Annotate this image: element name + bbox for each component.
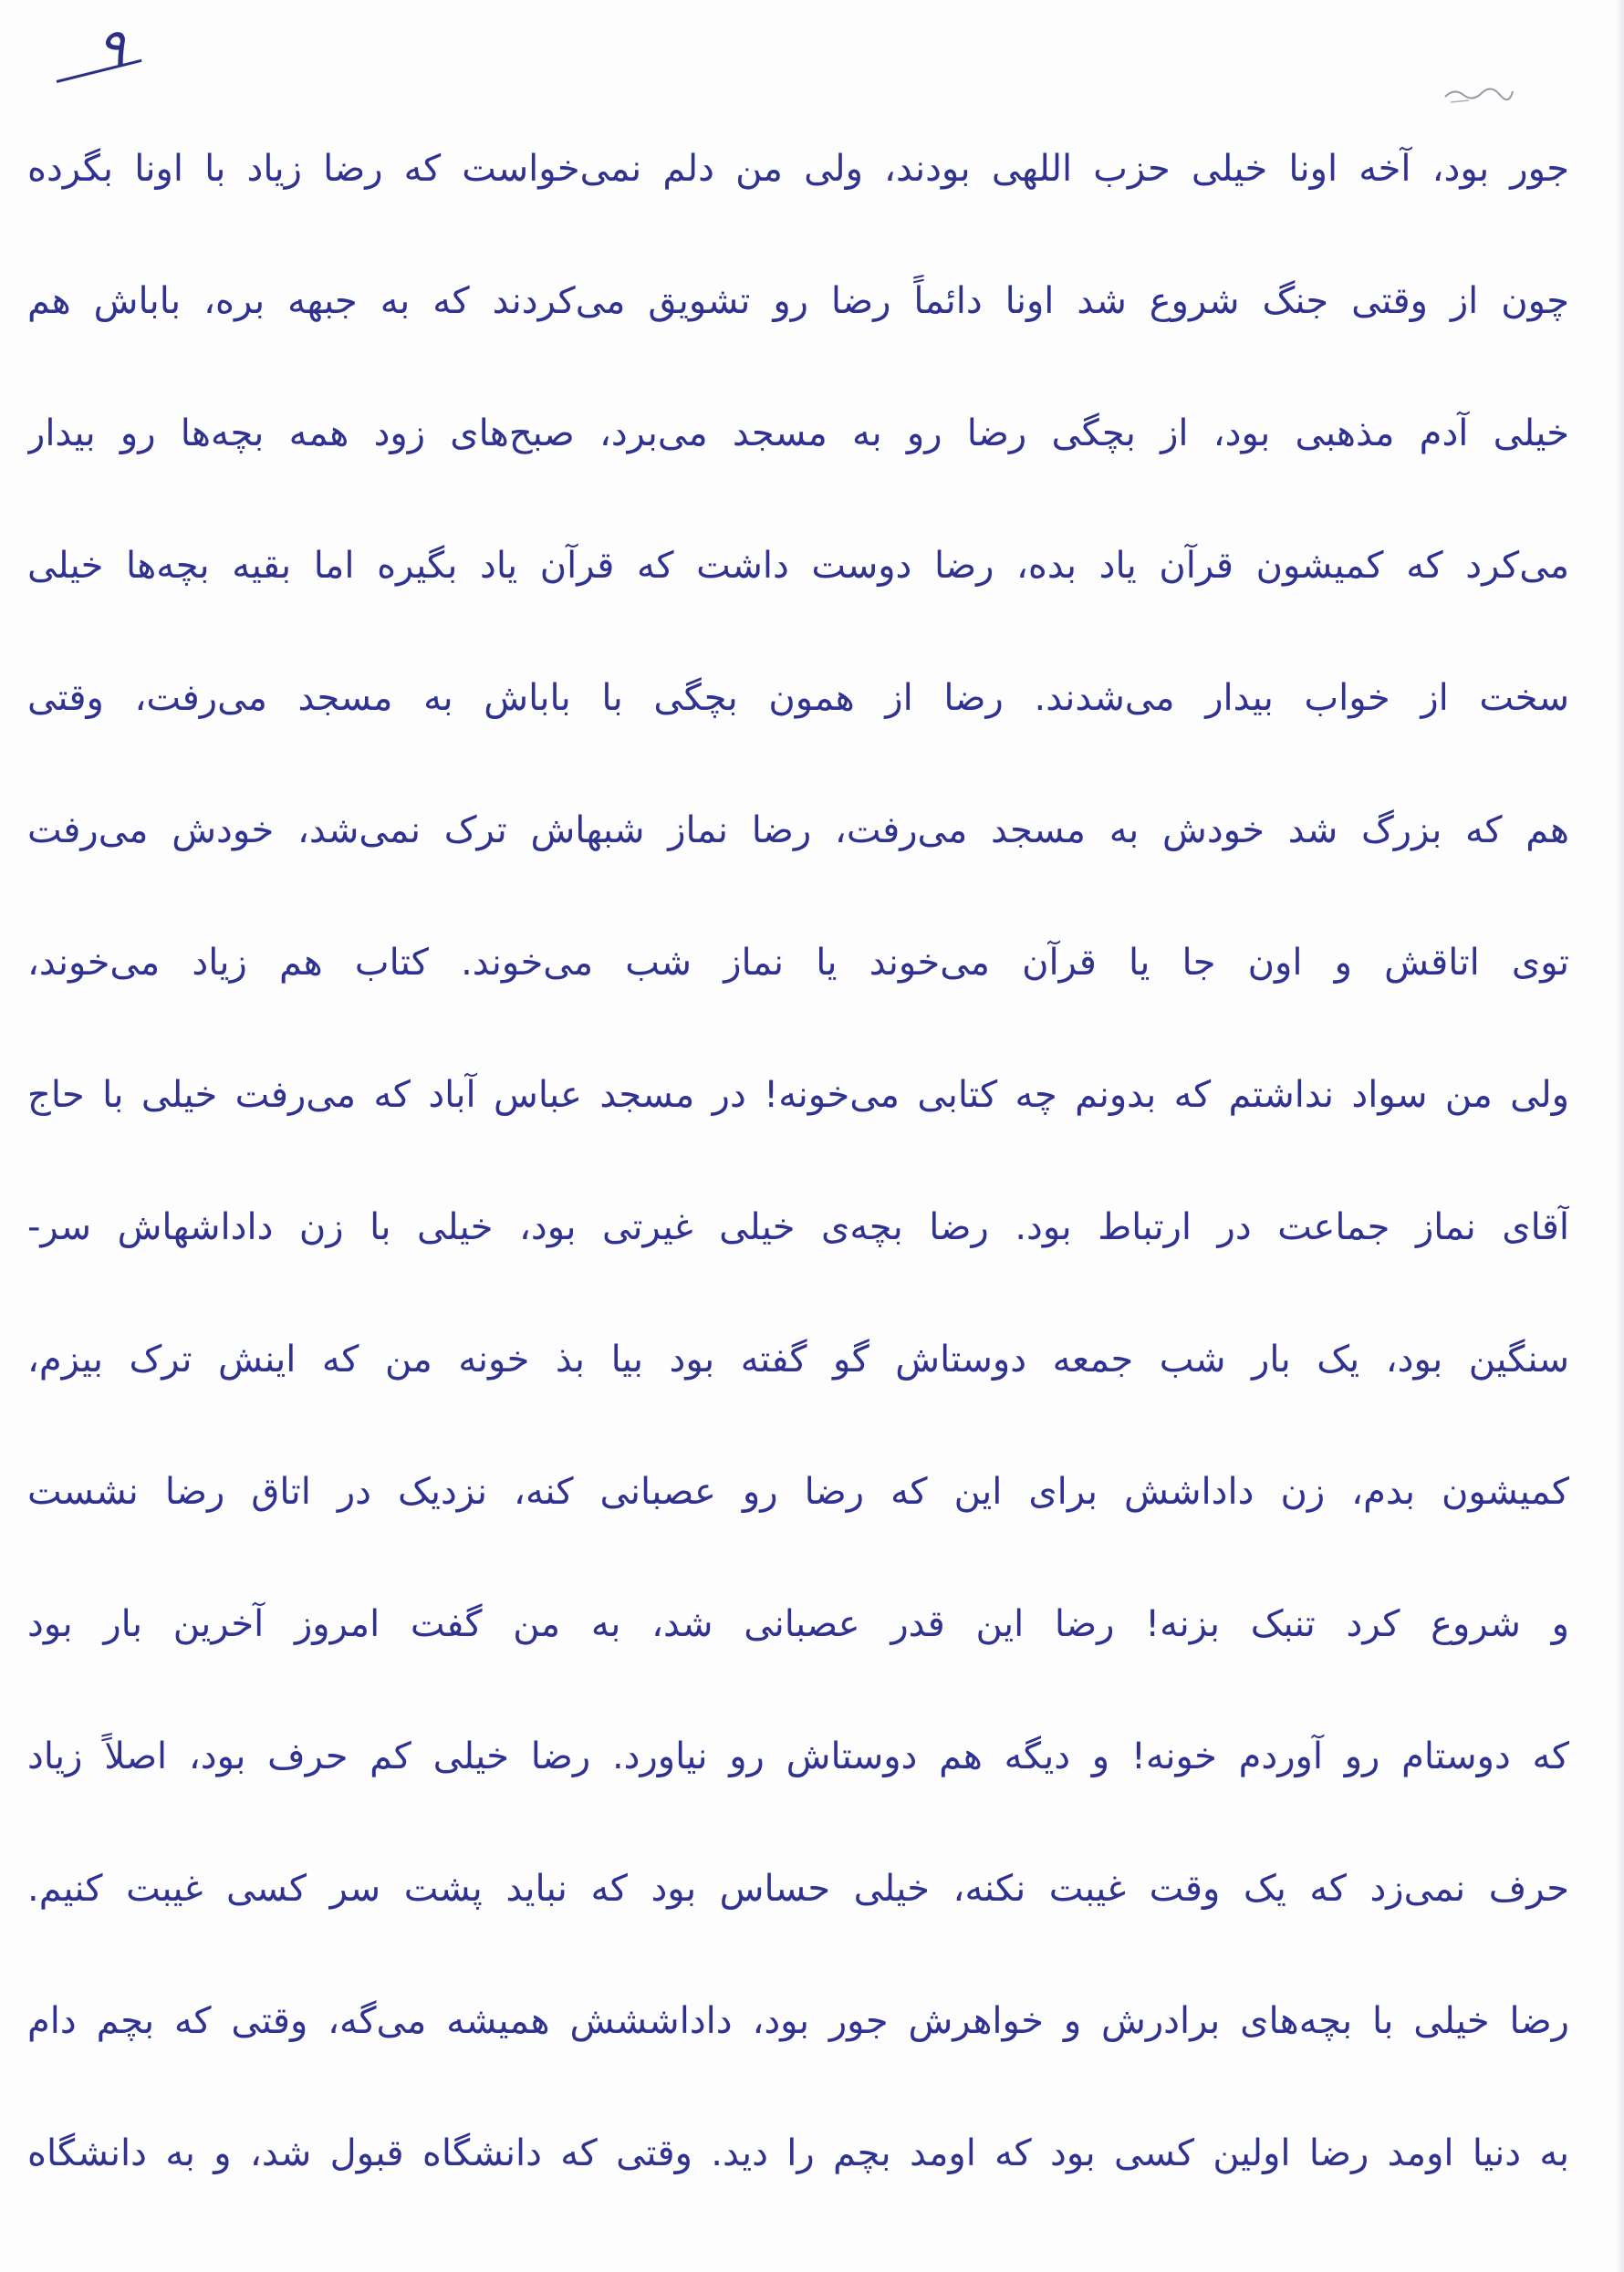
text-line: رضا خیلی با بچه‌های برادرش و خواهرش جور بود، داداششش همیشه می‌گه، وقتی که بچم دام bbox=[27, 2000, 1569, 2042]
text-line: کمیشون بدم، زن داداشش برای این که رضا رو عصبانی کنه، نزدیک در اتاق رضا نشست bbox=[27, 1471, 1569, 1513]
text-line: خیلی آدم مذهبی بود، از بچگی رضا رو به مسجد می‌برد، صبح‌های زود همه بچه‌ها رو بیدار bbox=[27, 412, 1569, 454]
text-line: و شروع کرد تنبک بزنه! رضا این قدر عصبانی شد، به من گفت امروز آخرین بار بود bbox=[27, 1603, 1569, 1645]
text-line: سخت از خواب بیدار می‌شدند. رضا از همون بچگی با باباش به مسجد می‌رفت، وقتی bbox=[27, 677, 1569, 719]
text-line: هم که بزرگ شد خودش به مسجد می‌رفت، رضا نماز شبهاش ترک نمی‌شد، خودش می‌رفت bbox=[27, 809, 1569, 851]
text-line: چون از وقتی جنگ شروع شد اونا دائماً رضا رو تشویق می‌کردند که به جبهه بره، باباش هم bbox=[27, 280, 1569, 322]
page-edge bbox=[1615, 0, 1624, 2272]
handwritten-text-block bbox=[27, 128, 1569, 2245]
text-line: می‌کرد که کمیشون قرآن یاد بده، رضا دوست داشت که قرآن یاد بگیره اما بقیه بچه‌ها خیلی bbox=[27, 545, 1569, 587]
text-line: که دوستام رو آوردم خونه! و دیگه هم دوستاش رو نیاورد. رضا خیلی کم حرف بود، اصلاً زیاد bbox=[27, 1735, 1569, 1777]
corner-stamp-mark bbox=[1442, 80, 1516, 108]
page-number: ۹ bbox=[97, 18, 126, 78]
text-line: به دنیا اومد رضا اولین کسی بود که اومد بچم را دید. وقتی که دانشگاه قبول شد، و به دانشگاه bbox=[27, 2132, 1569, 2174]
text-line: ولی من سواد نداشتم که بدونم چه کتابی می‌خونه! در مسجد عباس آباد که می‌رفت خیلی با حاج bbox=[27, 1074, 1569, 1116]
text-line: جور بود، آخه اونا خیلی حزب اللهی بودند، ولی من دلم نمی‌خواست که رضا زیاد با اونا بگرده bbox=[27, 148, 1569, 190]
text-line: حرف نمی‌زد که یک وقت غیبت نکنه، خیلی حساس بود که نباید پشت سر کسی غیبت کنیم. bbox=[27, 1868, 1569, 1910]
text-line: آقای نماز جماعت در ارتباط بود. رضا بچه‌ی خیلی غیرتی بود، خیلی با زن داداشهاش سر- bbox=[27, 1206, 1569, 1248]
text-line: سنگین بود، یک بار شب جمعه دوستاش گو گفته بود بیا بذ خونه من که اینش ترک بیزم، bbox=[27, 1339, 1569, 1381]
text-line: توی اتاقش و اون جا یا قرآن می‌خوند یا نماز شب می‌خوند. کتاب هم زیاد می‌خوند، bbox=[27, 942, 1569, 984]
